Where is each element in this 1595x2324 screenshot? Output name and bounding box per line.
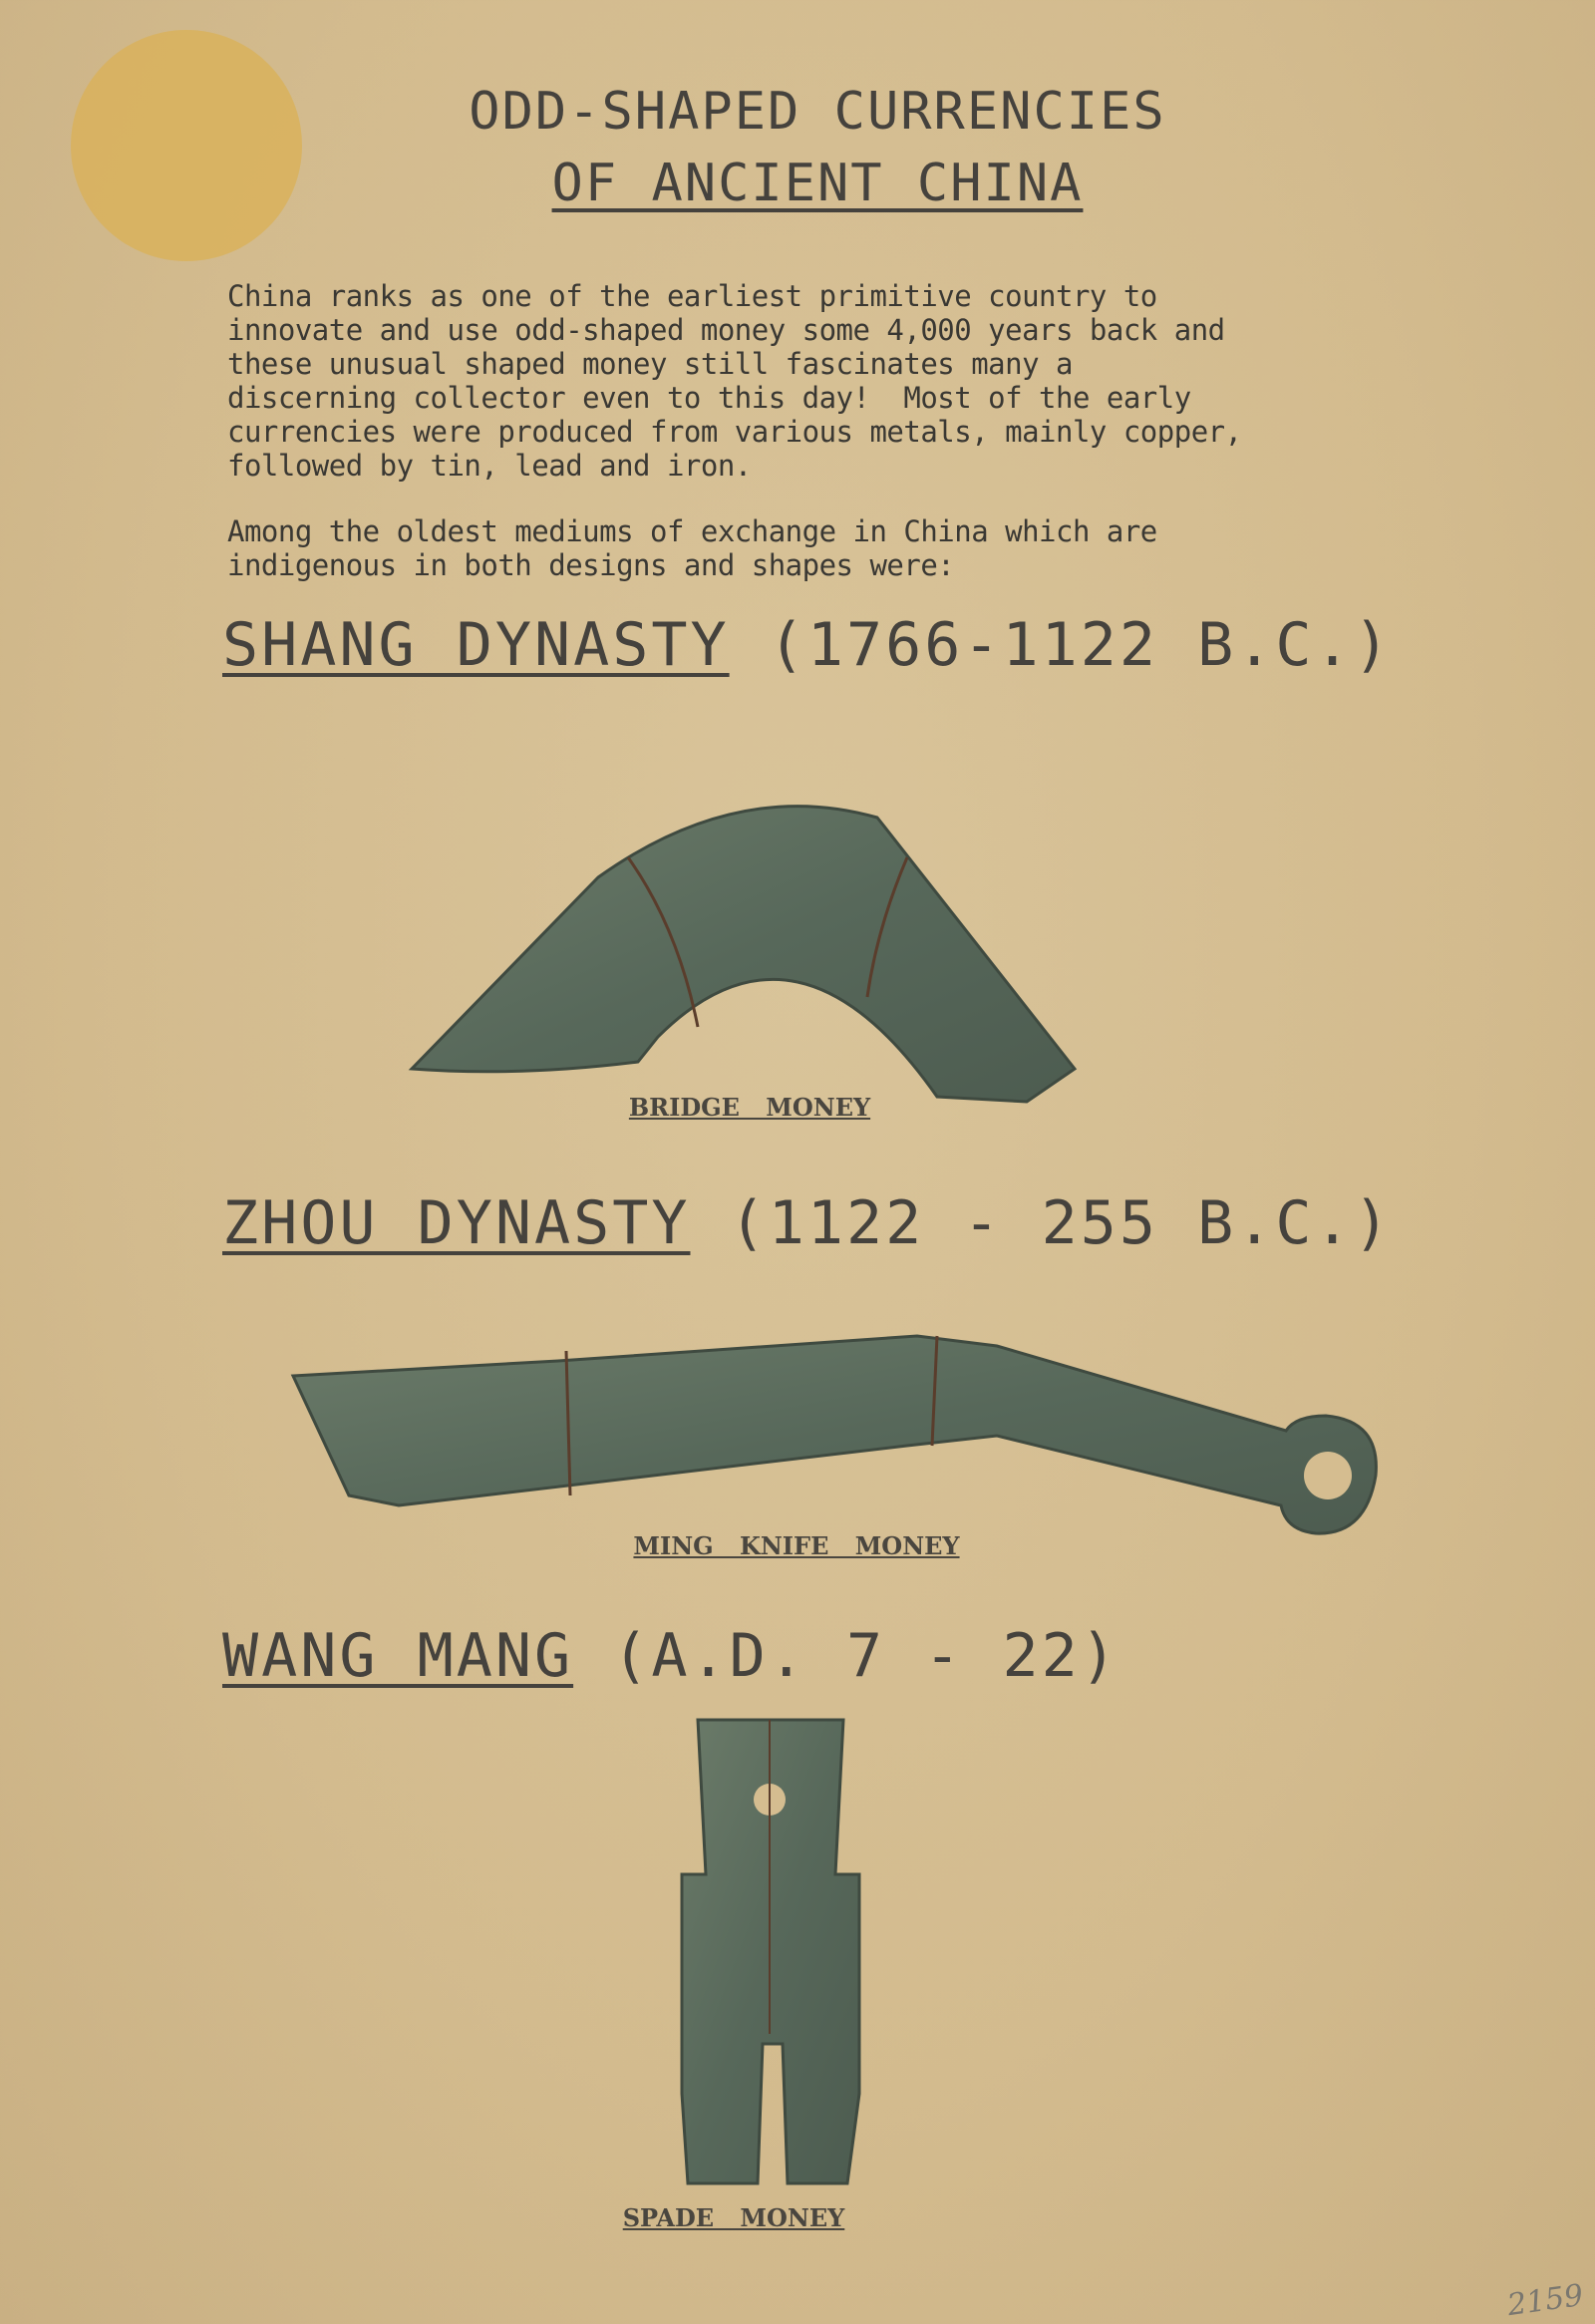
title-line-2: OF ANCIENT CHINA: [551, 154, 1084, 213]
knife-money-label: MING KNIFE MONEY: [633, 1531, 960, 1560]
dynasty-period: (A.D. 7 - 22): [573, 1621, 1119, 1691]
bridge-money-coin: [412, 807, 1075, 1102]
bridge-money-label: BRIDGE MONEY: [628, 1093, 871, 1122]
dynasty-name: SHANG DYNASTY: [222, 610, 730, 680]
intro-paragraph-1: China ranks as one of the earliest primitive country to innovate and use odd-shaped money some 4,000 years back and these unusual shaped money still fascinates many a discerning collector even to this day! Most of the early currencies were produced from various metals, mainly copper, followed by tin, lead and iron.: [227, 279, 1242, 483]
intro-paragraph-2: Among the oldest mediums of exchange in China which are indigenous in both designs and shapes were:: [227, 514, 1157, 582]
yellow-sticker: [71, 30, 302, 261]
handwritten-number: 2159: [1504, 2277, 1586, 2324]
section-heading-zhou: [222, 1188, 1393, 1258]
section-heading-shang: [222, 610, 1393, 680]
dynasty-name: WANG MANG: [222, 1621, 574, 1691]
knife-ring-hole: [1304, 1452, 1352, 1499]
dynasty-period: (1766-1122 B.C.): [729, 610, 1393, 680]
section-heading-wang-mang: [222, 1621, 1119, 1691]
knife-money-coin: [293, 1336, 1376, 1533]
title-line-1: ODD-SHAPED CURRENCIES: [469, 82, 1166, 142]
dynasty-name: ZHOU DYNASTY: [222, 1188, 691, 1258]
dynasty-period: (1122 - 255 B.C.): [690, 1188, 1393, 1258]
spade-money-label: SPADE MONEY: [622, 2203, 845, 2232]
